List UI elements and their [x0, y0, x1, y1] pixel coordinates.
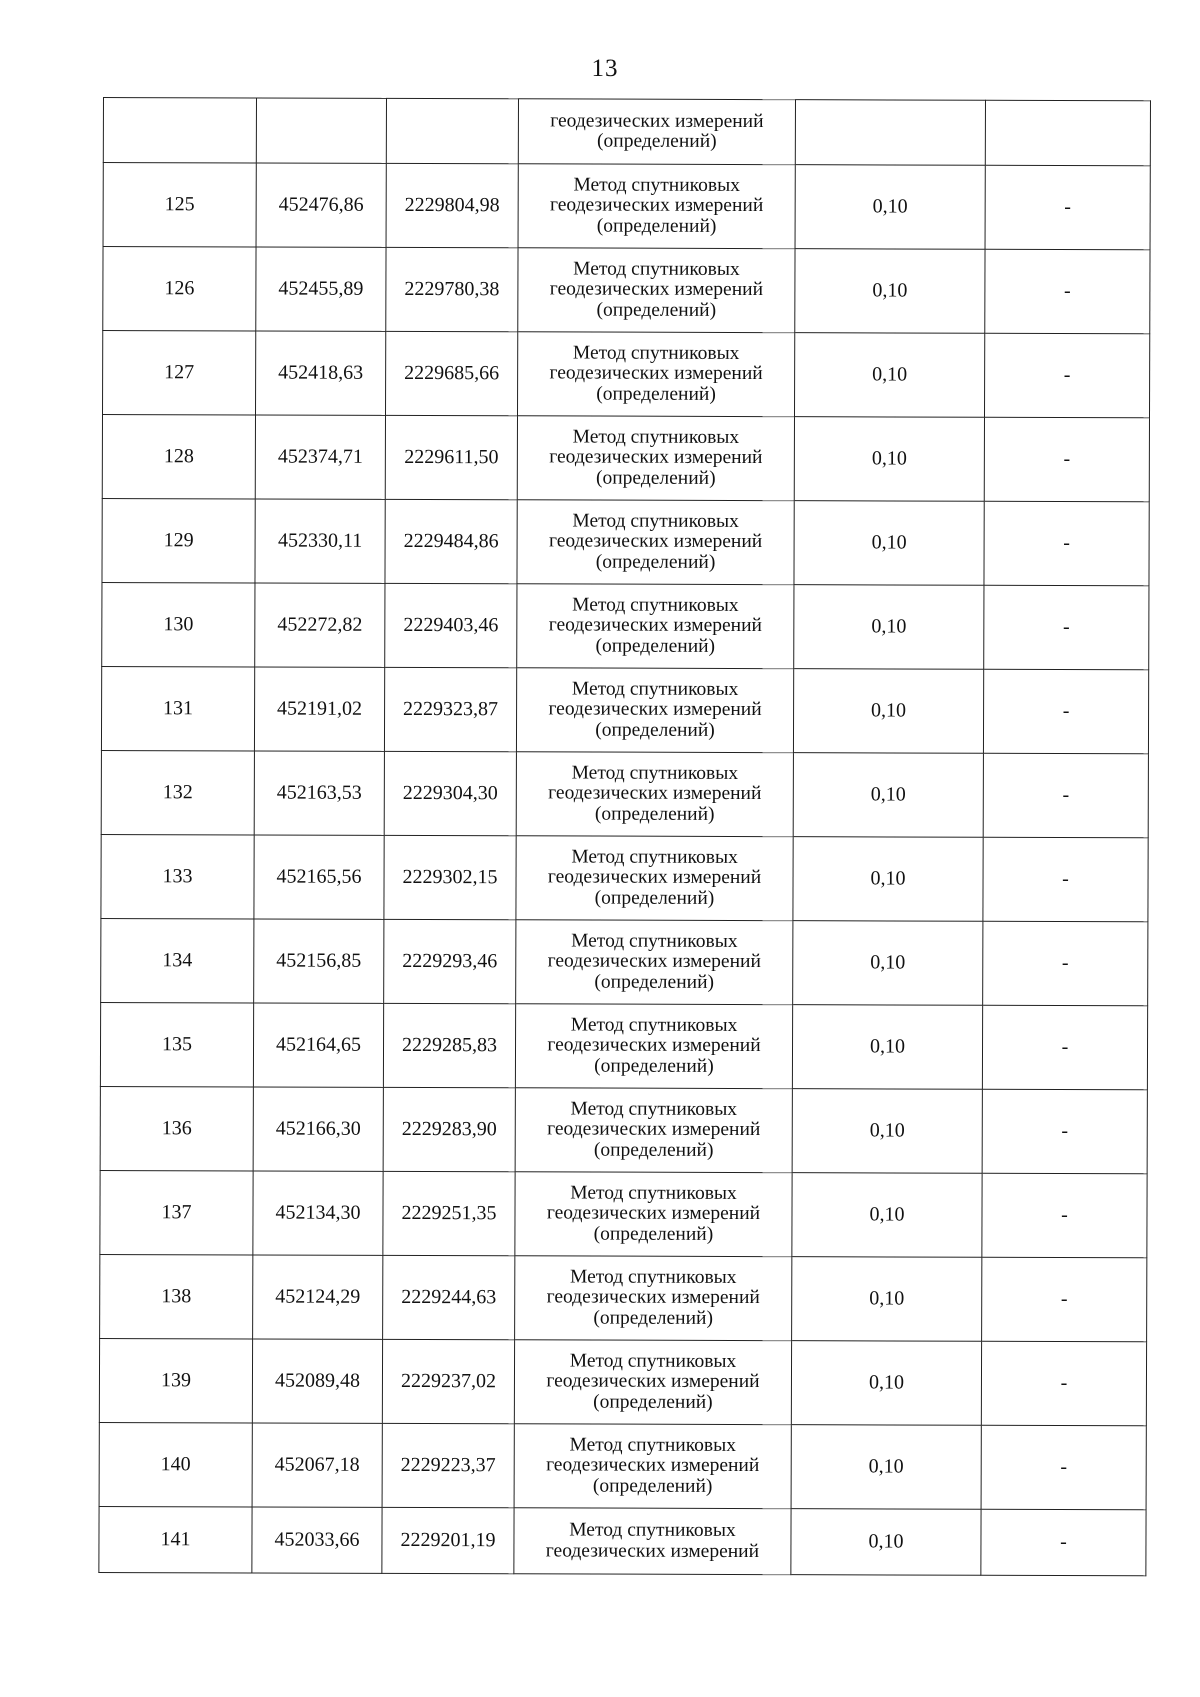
table-cell-note: - [982, 1005, 1147, 1090]
table-cell-note: - [982, 1173, 1147, 1258]
table-row [101, 666, 1148, 753]
table-cell-x: 452033,66 [252, 1507, 382, 1573]
table-cell-y: 2229304,30 [384, 751, 516, 835]
table-cell-accuracy: 0,10 [795, 165, 985, 250]
table-cell-note: - [982, 1257, 1147, 1342]
table-cell-method: Метод спутниковых геодезических измерений (определений) [518, 164, 795, 249]
table-cell-number: 130 [102, 582, 255, 666]
table-cell-y: 2229484,86 [385, 499, 517, 583]
table-cell-method: геодезических измерений (определений) [518, 99, 795, 165]
table-cell-number: 125 [103, 163, 256, 247]
table-cell-method: Метод спутниковых геодезических измерений (определений) [516, 836, 793, 921]
table-cell-note: - [982, 1089, 1147, 1174]
table-row [99, 1338, 1146, 1425]
table-cell-y: 2229285,83 [383, 1003, 515, 1087]
table-cell-y: 2229283,90 [383, 1087, 515, 1171]
table-cell-x: 452067,18 [252, 1423, 382, 1507]
table-cell-method: Метод спутниковых геодезических измерений (определений) [516, 668, 793, 753]
table-cell-number: 126 [103, 247, 256, 331]
table-row [103, 163, 1150, 250]
continuation-row [103, 98, 1150, 166]
table-cell-accuracy: 0,10 [792, 1089, 982, 1174]
table-cell-accuracy [795, 100, 985, 166]
table-cell-method: Метод спутниковых геодезических измерений (определений) [516, 752, 793, 837]
table-cell-y: 2229302,15 [384, 835, 516, 919]
table-cell-note: - [983, 921, 1148, 1006]
table-cell-number: 133 [101, 834, 254, 918]
table-cell-y: 2229251,35 [383, 1171, 515, 1255]
table-cell-note: - [984, 501, 1149, 586]
table-cell-accuracy: 0,10 [791, 1509, 981, 1576]
table-row [100, 1170, 1147, 1257]
table-cell-accuracy: 0,10 [791, 1341, 981, 1426]
table-cell-method: Метод спутниковых геодезических измерений (определений) [518, 248, 795, 333]
table-cell-number: 136 [100, 1086, 253, 1170]
table-cell-note: - [985, 165, 1150, 250]
table-cell-y: 2229403,46 [385, 583, 517, 667]
table-cell-number: 135 [100, 1002, 253, 1086]
table-cell-accuracy: 0,10 [792, 1005, 982, 1090]
table-cell-accuracy: 0,10 [794, 501, 984, 586]
table-cell-y: 2229685,66 [386, 331, 518, 415]
table-row [103, 247, 1150, 334]
table-cell-accuracy: 0,10 [793, 837, 983, 922]
table-row [102, 582, 1149, 669]
table-cell-method: Метод спутниковых геодезических измерений (определений) [517, 416, 794, 501]
table-cell-note: - [985, 249, 1150, 334]
table-cell-y: 2229223,37 [382, 1423, 514, 1507]
table-cell-number: 140 [99, 1422, 252, 1506]
table-cell-number: 139 [99, 1338, 252, 1422]
table-cell-x: 452330,11 [255, 499, 385, 583]
table-row [100, 1002, 1147, 1089]
table-cell-x: 452191,02 [254, 667, 384, 751]
table-cell-x: 452272,82 [255, 583, 385, 667]
table-row [102, 498, 1149, 585]
table-cell-accuracy: 0,10 [793, 921, 983, 1006]
table-cell-x: 452164,65 [253, 1003, 383, 1087]
table-cell-accuracy: 0,10 [793, 753, 983, 838]
table-cell-accuracy: 0,10 [794, 417, 984, 502]
table-cell-x: 452374,71 [255, 415, 385, 499]
table-cell-method: Метод спутниковых геодезических измерений (определений) [516, 920, 793, 1005]
table-cell-y: 2229611,50 [385, 415, 517, 499]
table-cell-accuracy: 0,10 [792, 1173, 982, 1258]
table-cell-note [985, 100, 1150, 166]
table-cell-x: 452476,86 [256, 163, 386, 247]
table-cell-x [256, 98, 386, 163]
table-cell-accuracy: 0,10 [791, 1425, 981, 1510]
table-cell-accuracy: 0,10 [795, 249, 985, 334]
table-cell-x: 452134,30 [253, 1171, 383, 1255]
table-cell-note: - [984, 585, 1149, 670]
table-cell-note: - [983, 837, 1148, 922]
table-row [101, 918, 1148, 1005]
table-cell-note: - [981, 1341, 1146, 1426]
table-cell-x: 452163,53 [254, 751, 384, 835]
table-cell-y: 2229293,46 [384, 919, 516, 1003]
table-cell-y: 2229780,38 [386, 247, 518, 331]
table-row [102, 415, 1149, 502]
table-cell-method: Метод спутниковых геодезических измерений (определений) [515, 1256, 792, 1341]
table-cell-number: 138 [100, 1254, 253, 1338]
table-cell-number: 141 [99, 1506, 252, 1572]
table-cell-method: Метод спутниковых геодезических измерений (определений) [517, 500, 794, 585]
table-cell-note: - [983, 669, 1148, 754]
table-cell-x: 452418,63 [256, 331, 386, 415]
coordinates-table [98, 97, 1151, 1576]
table-row [101, 834, 1148, 921]
table-cell-method: Метод спутниковых геодезических измерений (определений) [515, 1004, 792, 1089]
table-cell-y: 2229237,02 [382, 1339, 514, 1423]
table-cell-note: - [983, 753, 1148, 838]
table-cell-method: Метод спутниковых геодезических измерений (определений) [518, 332, 795, 417]
table-cell-accuracy: 0,10 [794, 333, 984, 418]
table-cell-method: Метод спутниковых геодезических измерений [514, 1508, 791, 1575]
table-cell-method: Метод спутниковых геодезических измерений (определений) [514, 1340, 791, 1425]
table-cell-note: - [984, 333, 1149, 418]
table-cell-note: - [984, 417, 1149, 502]
table-cell-method: Метод спутниковых геодезических измерений (определений) [514, 1424, 791, 1509]
table-cell-x: 452166,30 [253, 1087, 383, 1171]
table-cell-accuracy: 0,10 [792, 1257, 982, 1342]
table-cell-y: 2229804,98 [386, 163, 518, 247]
table-cell-method: Метод спутниковых геодезических измерений (определений) [515, 1088, 792, 1173]
table-row [99, 1422, 1146, 1509]
table-cell-x: 452165,56 [254, 835, 384, 919]
table-cell-y: 2229323,87 [384, 667, 516, 751]
table-row [101, 750, 1148, 837]
table-cell-number: 129 [102, 498, 255, 582]
table-cell-number: 127 [103, 331, 256, 415]
table-cell-note: - [981, 1425, 1146, 1510]
table-cell-x: 452455,89 [256, 247, 386, 331]
table-cell-number: 128 [102, 415, 255, 499]
table-row [100, 1086, 1147, 1173]
table-cell-note: - [981, 1509, 1146, 1576]
table-cell-x: 452156,85 [254, 919, 384, 1003]
page-number: 13 [591, 55, 619, 82]
table-cell-y: 2229244,63 [383, 1255, 515, 1339]
table-cell-y: 2229201,19 [382, 1507, 514, 1573]
table-cell-number [103, 98, 256, 163]
table-row [99, 1506, 1146, 1575]
table-cell-method: Метод спутниковых геодезических измерений (определений) [517, 584, 794, 669]
table-row [103, 331, 1150, 418]
table-cell-x: 452089,48 [252, 1339, 382, 1423]
table-cell-accuracy: 0,10 [794, 585, 984, 670]
table-cell-number: 137 [100, 1170, 253, 1254]
table-cell-number: 131 [101, 666, 254, 750]
table-row [100, 1254, 1147, 1341]
table-cell-accuracy: 0,10 [793, 669, 983, 754]
table-cell-number: 134 [101, 918, 254, 1002]
table-cell-y [386, 98, 518, 163]
table-cell-x: 452124,29 [253, 1255, 383, 1339]
table-cell-number: 132 [101, 750, 254, 834]
table-cell-method: Метод спутниковых геодезических измерений (определений) [515, 1172, 792, 1257]
